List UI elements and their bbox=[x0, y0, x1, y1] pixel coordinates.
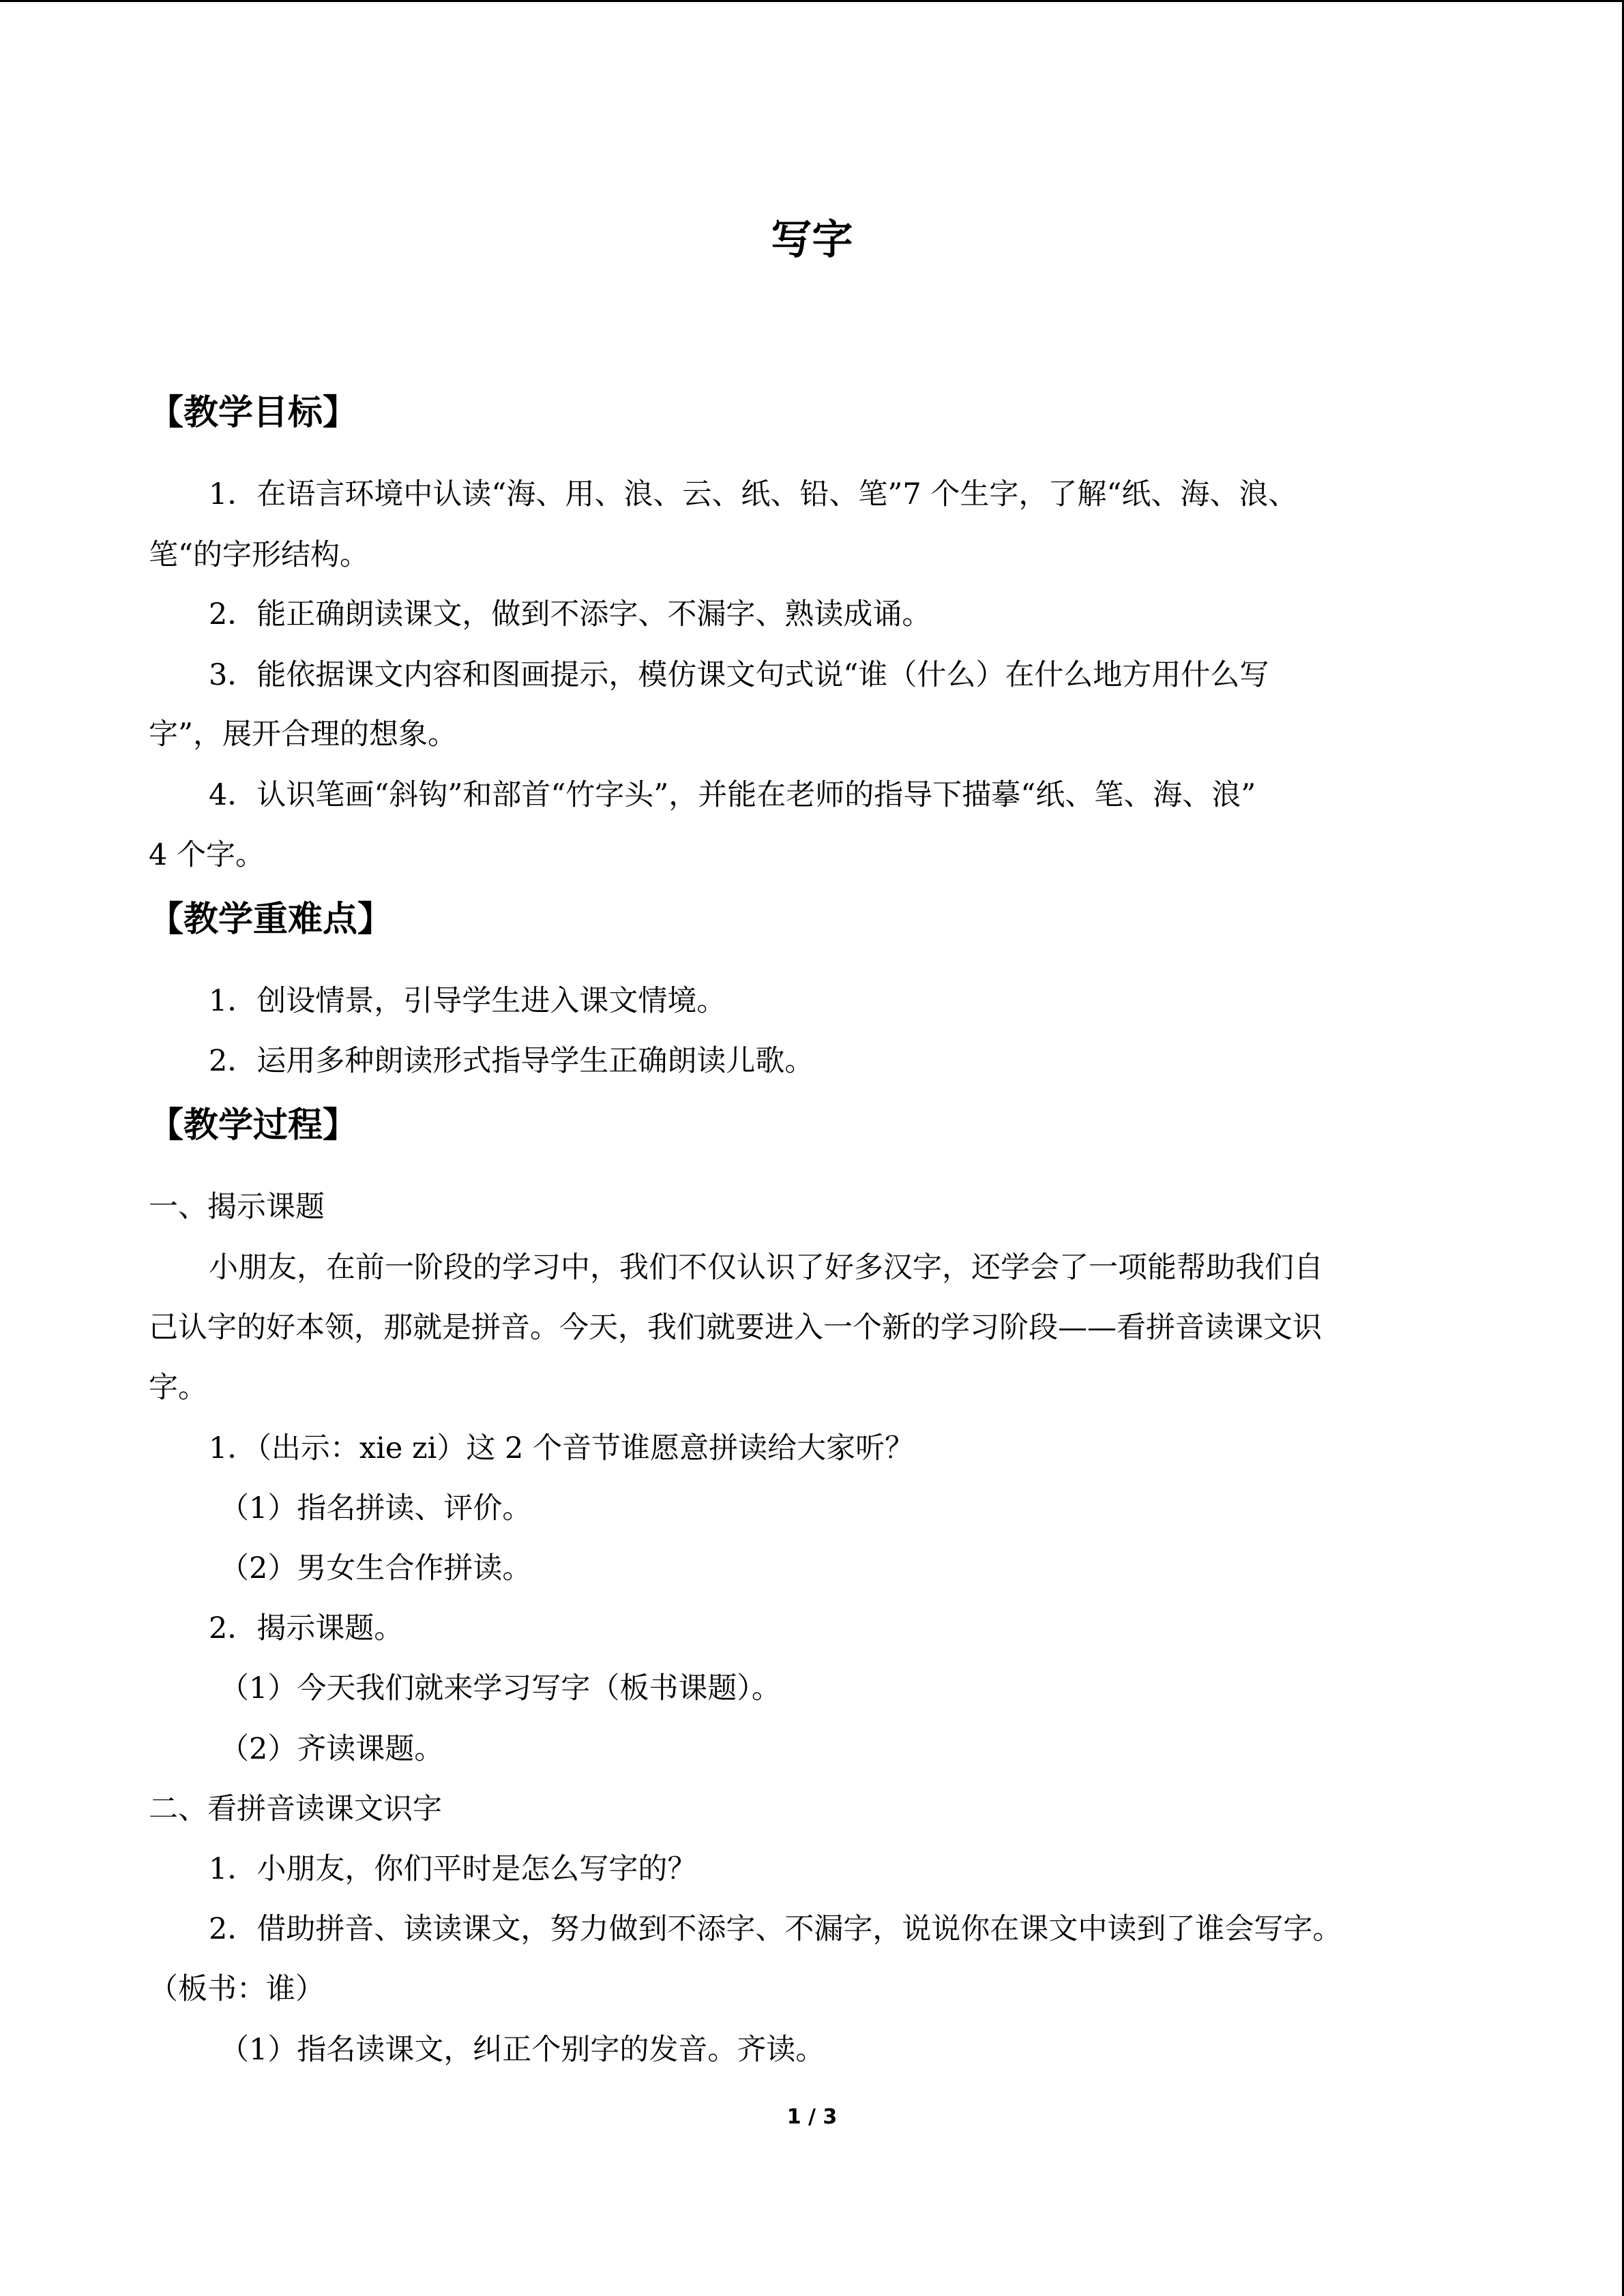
objective-4-line-2: 4 个字。 bbox=[149, 838, 265, 872]
process-intro-line-1: 小朋友，在前一阶段的学习中，我们不仅认识了好多汉字，还学会了一项能帮助我们自 bbox=[209, 1251, 1323, 1285]
objective-4-line-1: 4．认识笔画“斜钩”和部首“竹字头”，并能在老师的指导下描摹“纸、笔、海、浪” bbox=[209, 778, 1256, 812]
key-point-1: 1．创设情景，引导学生进入课文情境。 bbox=[209, 984, 726, 1018]
objective-1-line-2: 笔“的字形结构。 bbox=[149, 538, 369, 572]
objective-3-line-1: 3．能依据课文内容和图画提示，模仿课文句式说“谁（什么）在什么地方用什么写 bbox=[209, 658, 1269, 692]
objective-2: 2．能正确朗读课文，做到不添字、不漏字、熟读成诵。 bbox=[209, 597, 932, 631]
section-heading-objectives: 【教学目标】 bbox=[149, 393, 358, 433]
process-part-2-step-2-sub-1: （1）指名读课文，纠正个别字的发音。齐读。 bbox=[220, 2033, 825, 2067]
process-part-2-step-1: 1．小朋友，你们平时是怎么写字的？ bbox=[209, 1852, 697, 1886]
process-step-2: 2．揭示课题。 bbox=[209, 1611, 404, 1645]
process-step-1-sub-2: （2）男女生合作拼读。 bbox=[220, 1551, 532, 1585]
objective-3-line-2: 字”，展开合理的想象。 bbox=[149, 717, 457, 751]
process-step-1-sub-1: （1）指名拼读、评价。 bbox=[220, 1491, 532, 1525]
section-heading-key-points: 【教学重难点】 bbox=[149, 899, 393, 940]
process-part-2-step-2-line-1: 2．借助拼音、读读课文，努力做到不添字、不漏字，说说你在课文中读到了谁会写字。 bbox=[209, 1912, 1342, 1946]
key-point-2: 2．运用多种朗读形式指导学生正确朗读儿歌。 bbox=[209, 1044, 814, 1078]
page-border-top bbox=[0, 0, 1624, 2]
objective-1-line-1: 1．在语言环境中认读“海、用、浪、云、纸、铅、笔”7 个生字，了解“纸、海、浪、 bbox=[209, 477, 1298, 511]
process-part-2-step-2-line-2: （板书：谁） bbox=[149, 1972, 325, 2006]
process-intro-line-3: 字。 bbox=[149, 1371, 207, 1405]
section-heading-process: 【教学过程】 bbox=[149, 1105, 358, 1146]
process-part-1-title: 一、揭示课题 bbox=[149, 1190, 325, 1224]
process-intro-line-2: 己认字的好本领，那就是拼音。今天，我们就要进入一个新的学习阶段——看拼音读课文识 bbox=[149, 1311, 1322, 1345]
page-number: 1 / 3 bbox=[786, 2105, 838, 2129]
process-part-2-title: 二、看拼音读课文识字 bbox=[149, 1792, 442, 1826]
process-step-2-sub-2: （2）齐读课题。 bbox=[220, 1732, 444, 1766]
process-step-1: 1．（出示：xie zi）这 2 个音节谁愿意拼读给大家听？ bbox=[209, 1431, 915, 1465]
process-step-2-sub-1: （1）今天我们就来学习写字（板书课题）。 bbox=[220, 1671, 781, 1705]
page-title: 写字 bbox=[771, 216, 853, 264]
